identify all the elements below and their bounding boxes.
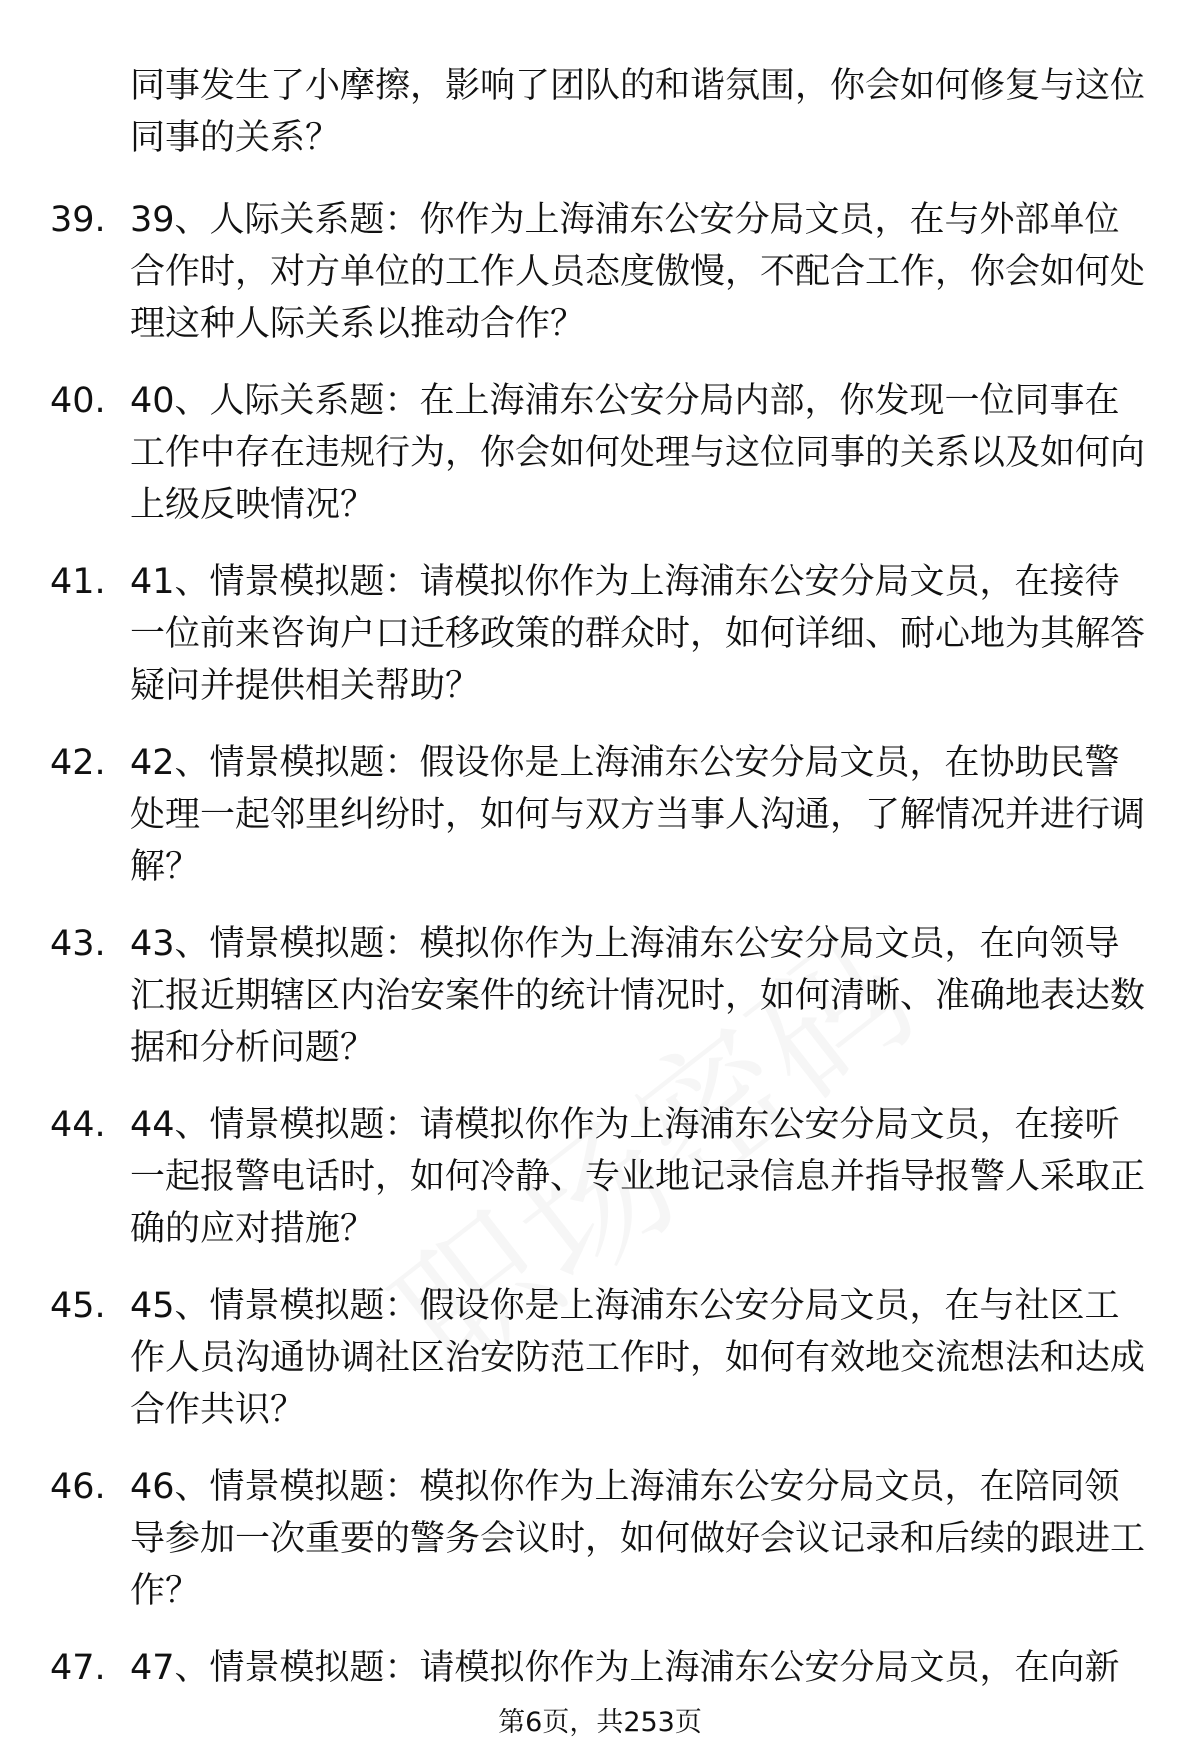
question-number: 47. (50, 1648, 106, 1688)
question-number: 45. (50, 1286, 106, 1326)
question-text: 47、情景模拟题：请模拟你作为上海浦东公安分局文员，在向新 (130, 1648, 1120, 1688)
question-number: 40. (50, 381, 106, 421)
list-item (0, 1280, 1200, 1461)
question-number: 39. (50, 200, 106, 240)
question-text: 43、情景模拟题：模拟你作为上海浦东公安分局文员，在向领导汇报近期辖区内治安案件的统计情况时，如何清晰、准确地表达数据和分析问题？ (130, 924, 1146, 1068)
question-text: 41、情景模拟题：请模拟你作为上海浦东公安分局文员，在接待一位前来咨询户口迁移政策的群众时，如何详细、耐心地为其解答疑问并提供相关帮助？ (130, 562, 1146, 706)
question-number: 42. (50, 743, 106, 783)
question-text: 40、人际关系题：在上海浦东公安分局内部，你发现一位同事在工作中存在违规行为，你会如何处理与这位同事的关系以及如何向上级反映情况？ (130, 381, 1146, 525)
question-text: 44、情景模拟题：请模拟你作为上海浦东公安分局文员，在接听一起报警电话时，如何冷静、专业地记录信息并指导报警人采取正确的应对措施？ (130, 1105, 1146, 1249)
list-item (0, 1461, 1200, 1642)
question-list (0, 194, 1200, 1702)
question-text: 46、情景模拟题：模拟你作为上海浦东公安分局文员，在陪同领导参加一次重要的警务会议时，如何做好会议记录和后续的跟进工作？ (130, 1467, 1146, 1611)
list-item (0, 918, 1200, 1099)
question-text: 42、情景模拟题：假设你是上海浦东公安分局文员，在协助民警处理一起邻里纠纷时，如何与双方当事人沟通，了解情况并进行调解？ (130, 743, 1146, 887)
page-number-footer: 第6页，共253页 (498, 1707, 702, 1738)
question-text: 45、情景模拟题：假设你是上海浦东公安分局文员，在与社区工作人员沟通协调社区治安防范工作时，如何有效地交流想法和达成合作共识？ (130, 1286, 1146, 1430)
list-item (0, 1642, 1200, 1702)
question-text: 39、人际关系题：你作为上海浦东公安分局文员，在与外部单位合作时，对方单位的工作人员态度傲慢，不配合工作，你会如何处理这种人际关系以推动合作？ (130, 200, 1146, 344)
question-number: 44. (50, 1105, 106, 1145)
continued-question-text: 同事发生了小摩擦，影响了团队的和谐氛围，你会如何修复与这位同事的关系？ (130, 66, 1146, 158)
question-number: 43. (50, 924, 106, 964)
list-item (0, 556, 1200, 737)
list-item (0, 1099, 1200, 1280)
list-item (0, 737, 1200, 918)
question-number: 41. (50, 562, 106, 602)
list-item (0, 375, 1200, 556)
list-item (0, 194, 1200, 375)
question-number: 46. (50, 1467, 106, 1507)
